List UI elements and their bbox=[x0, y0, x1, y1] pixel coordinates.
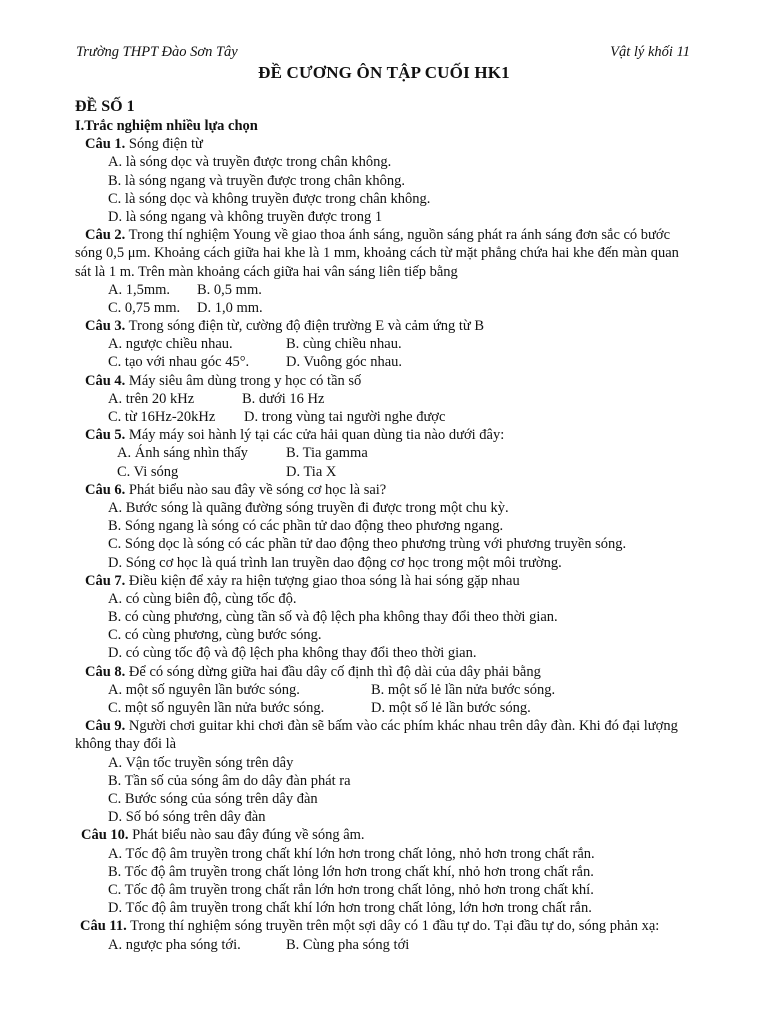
q4-option-a: A. trên 20 kHz bbox=[108, 390, 195, 407]
q10-option-d: D. Tốc độ âm truyền trong chất khí lớn hơn trong chất lỏng, lớn hơn trong chất rắn. bbox=[108, 900, 592, 917]
q8-options-row-1 bbox=[75, 681, 695, 699]
q3-option-b: B. cùng chiều nhau. bbox=[286, 336, 402, 353]
question-label: Câu 1. bbox=[85, 136, 126, 153]
q11-options-row-1 bbox=[75, 936, 695, 954]
q5-options-row-2 bbox=[75, 463, 695, 481]
q1-option-c: C. là sóng dọc và không truyền được trong chân không. bbox=[108, 190, 431, 207]
q8-option-d: D. một số lẻ lần bước sóng. bbox=[371, 700, 531, 717]
q1-option-b: B. là sóng ngang và truyền được trong chân không. bbox=[108, 172, 406, 189]
q7-option-c: C. có cùng phương, cùng bước sóng. bbox=[108, 627, 322, 644]
q3-option-c: C. tạo với nhau góc 45°. bbox=[108, 354, 250, 371]
q1-option-d: D. là sóng ngang và không truyền được trong 1 bbox=[108, 208, 383, 225]
q4-option-d: D. trong vùng tai người nghe được bbox=[244, 409, 446, 426]
q10-option-a: A. Tốc độ âm truyền trong chất khí lớn hơn trong chất lỏng, nhỏ hơn trong chất rắn. bbox=[108, 845, 595, 862]
q5-option-b: B. Tia gamma bbox=[286, 445, 368, 462]
question-8 bbox=[75, 663, 695, 681]
q6-option-a: A. Bước sóng là quãng đường sóng truyền đi được trong một chu kỳ. bbox=[108, 499, 509, 516]
question-text: Sóng điện từ bbox=[125, 136, 203, 153]
question-3 bbox=[75, 317, 695, 335]
question-10 bbox=[75, 826, 695, 844]
question-label: Câu 8. bbox=[85, 663, 126, 680]
question-label: Câu 11. bbox=[80, 918, 127, 935]
q3-option-d: D. Vuông góc nhau. bbox=[286, 354, 403, 371]
subject-label: Vật lý khối 11 bbox=[610, 44, 690, 60]
q3-options-row-1 bbox=[75, 335, 695, 353]
question-text: Trong thí nghiệm Young về giao thoa ánh sáng, nguồn sáng phát ra ánh sáng đơn sắc có bước sóng 0,5 μm. Khoảng cách giữa hai khe là 1 mm, khoảng cách từ mặt phẳng chứa hai khe đến màn quan sát là 1 m. Trên màn khoảng cách giữa hai vân sáng liên tiếp bằng bbox=[75, 227, 679, 280]
question-text: Máy siêu âm dùng trong y học có tần số bbox=[125, 372, 362, 389]
q3-options-row-2 bbox=[75, 353, 695, 371]
question-9 bbox=[75, 717, 695, 753]
q4-option-b: B. dưới 16 Hz bbox=[242, 390, 325, 407]
question-6 bbox=[75, 481, 695, 499]
q4-option-c: C. từ 16Hz-20kHz bbox=[108, 409, 216, 426]
q8-option-a: A. một số nguyên lần bước sóng. bbox=[108, 681, 300, 698]
question-text: Phát biểu nào sau đây đúng về sóng âm. bbox=[128, 827, 365, 844]
question-label: Câu 7. bbox=[85, 572, 126, 589]
q2-options-row-2 bbox=[75, 299, 695, 317]
question-text: Người chơi guitar khi chơi đàn sẽ bấm vào các phím khác nhau trên dây đàn. Khi đó đại lượng không thay đổi là bbox=[75, 718, 678, 753]
q5-option-d: D. Tia X bbox=[286, 463, 337, 480]
q2-options-row-1 bbox=[75, 281, 695, 299]
question-label: Câu 3. bbox=[85, 318, 126, 335]
q6-option-c: C. Sóng dọc là sóng có các phần tử dao động theo phương trùng với phương truyền sóng. bbox=[108, 536, 627, 553]
question-text: Điều kiện để xảy ra hiện tượng giao thoa sóng là hai sóng gặp nhau bbox=[125, 572, 520, 589]
question-5 bbox=[75, 426, 695, 444]
q7-option-a: A. có cùng biên độ, cùng tốc độ. bbox=[108, 590, 297, 607]
q5-option-a: A. Ánh sáng nhìn thấy bbox=[117, 445, 248, 462]
q2-option-a: A. 1,5mm. bbox=[108, 281, 171, 298]
q5-options-row-1 bbox=[75, 444, 695, 462]
question-text: Máy máy soi hành lý tại các cửa hải quan dùng tia nào dưới đây: bbox=[125, 427, 505, 444]
question-1 bbox=[75, 135, 695, 153]
page-title: ĐỀ CƯƠNG ÔN TẬP CUỐI HK1 bbox=[258, 63, 510, 82]
q11-option-a: A. ngược pha sóng tới. bbox=[108, 936, 241, 953]
q4-options-row-1 bbox=[75, 390, 695, 408]
question-11 bbox=[75, 917, 695, 935]
question-text: Trong thí nghiệm sóng truyền trên một sợi dây có 1 đầu tự do. Tại đầu tự do, sóng phản xạ: bbox=[126, 918, 660, 935]
section-heading: I.Trắc nghiệm nhiều lựa chọn bbox=[75, 118, 258, 134]
q5-option-c: C. Vi sóng bbox=[117, 463, 179, 480]
q9-option-c: C. Bước sóng của sóng trên dây đàn bbox=[108, 791, 318, 808]
page-header bbox=[76, 44, 690, 64]
question-label: Câu 10. bbox=[81, 827, 129, 844]
q7-option-d: D. có cùng tốc độ và độ lệch pha không thay đổi theo thời gian. bbox=[108, 645, 477, 662]
q3-option-a: A. ngược chiều nhau. bbox=[108, 336, 233, 353]
q6-option-d: D. Sóng cơ học là quá trình lan truyền dao động cơ học trong một môi trường. bbox=[108, 554, 562, 571]
q7-option-b: B. có cùng phương, cùng tần số và độ lệch pha không thay đổi theo thời gian. bbox=[108, 609, 558, 626]
question-text: Trong sóng điện từ, cường độ điện trường E và cảm ứng từ B bbox=[125, 318, 485, 335]
q8-option-b: B. một số lẻ lần nửa bước sóng. bbox=[371, 681, 556, 698]
q1-option-a: A. là sóng dọc và truyền được trong chân không. bbox=[108, 154, 392, 171]
document-body bbox=[75, 97, 695, 954]
q9-option-a: A. Vận tốc truyền sóng trên dây bbox=[108, 754, 294, 771]
question-label: Câu 2. bbox=[85, 227, 126, 244]
school-name: Trường THPT Đào Sơn Tây bbox=[76, 44, 238, 60]
exam-heading: ĐỀ SỐ 1 bbox=[75, 98, 135, 115]
q2-option-b: B. 0,5 mm. bbox=[197, 281, 262, 298]
question-2 bbox=[75, 226, 695, 281]
question-text: Phát biểu nào sau đây về sóng cơ học là sai? bbox=[125, 481, 387, 498]
question-label: Câu 4. bbox=[85, 372, 126, 389]
q8-options-row-2 bbox=[75, 699, 695, 717]
question-label: Câu 6. bbox=[85, 481, 126, 498]
q11-option-b: B. Cùng pha sóng tới bbox=[286, 936, 410, 953]
q10-option-b: B. Tốc độ âm truyền trong chất lỏng lớn hơn trong chất khí, nhỏ hơn trong chất rắn. bbox=[108, 863, 594, 880]
q6-option-b: B. Sóng ngang là sóng có các phần tử dao động theo phương ngang. bbox=[108, 518, 504, 535]
q9-option-b: B. Tần số của sóng âm do dây đàn phát ra bbox=[108, 772, 351, 789]
q10-option-c: C. Tốc độ âm truyền trong chất rắn lớn hơn trong chất lỏng, nhỏ hơn trong chất khí. bbox=[108, 881, 594, 898]
q2-option-d: D. 1,0 mm. bbox=[197, 299, 263, 316]
question-text: Để có sóng dừng giữa hai đầu dây cố định thì độ dài của dây phải bằng bbox=[125, 663, 541, 680]
question-7 bbox=[75, 572, 695, 590]
q9-option-d: D. Số bó sóng trên dây đàn bbox=[108, 809, 266, 826]
q4-options-row-2 bbox=[75, 408, 695, 426]
q8-option-c: C. một số nguyên lần nửa bước sóng. bbox=[108, 700, 325, 717]
question-label: Câu 9. bbox=[85, 718, 126, 735]
question-4 bbox=[75, 372, 695, 390]
q2-option-c: C. 0,75 mm. bbox=[108, 299, 181, 316]
question-label: Câu 5. bbox=[85, 427, 126, 444]
